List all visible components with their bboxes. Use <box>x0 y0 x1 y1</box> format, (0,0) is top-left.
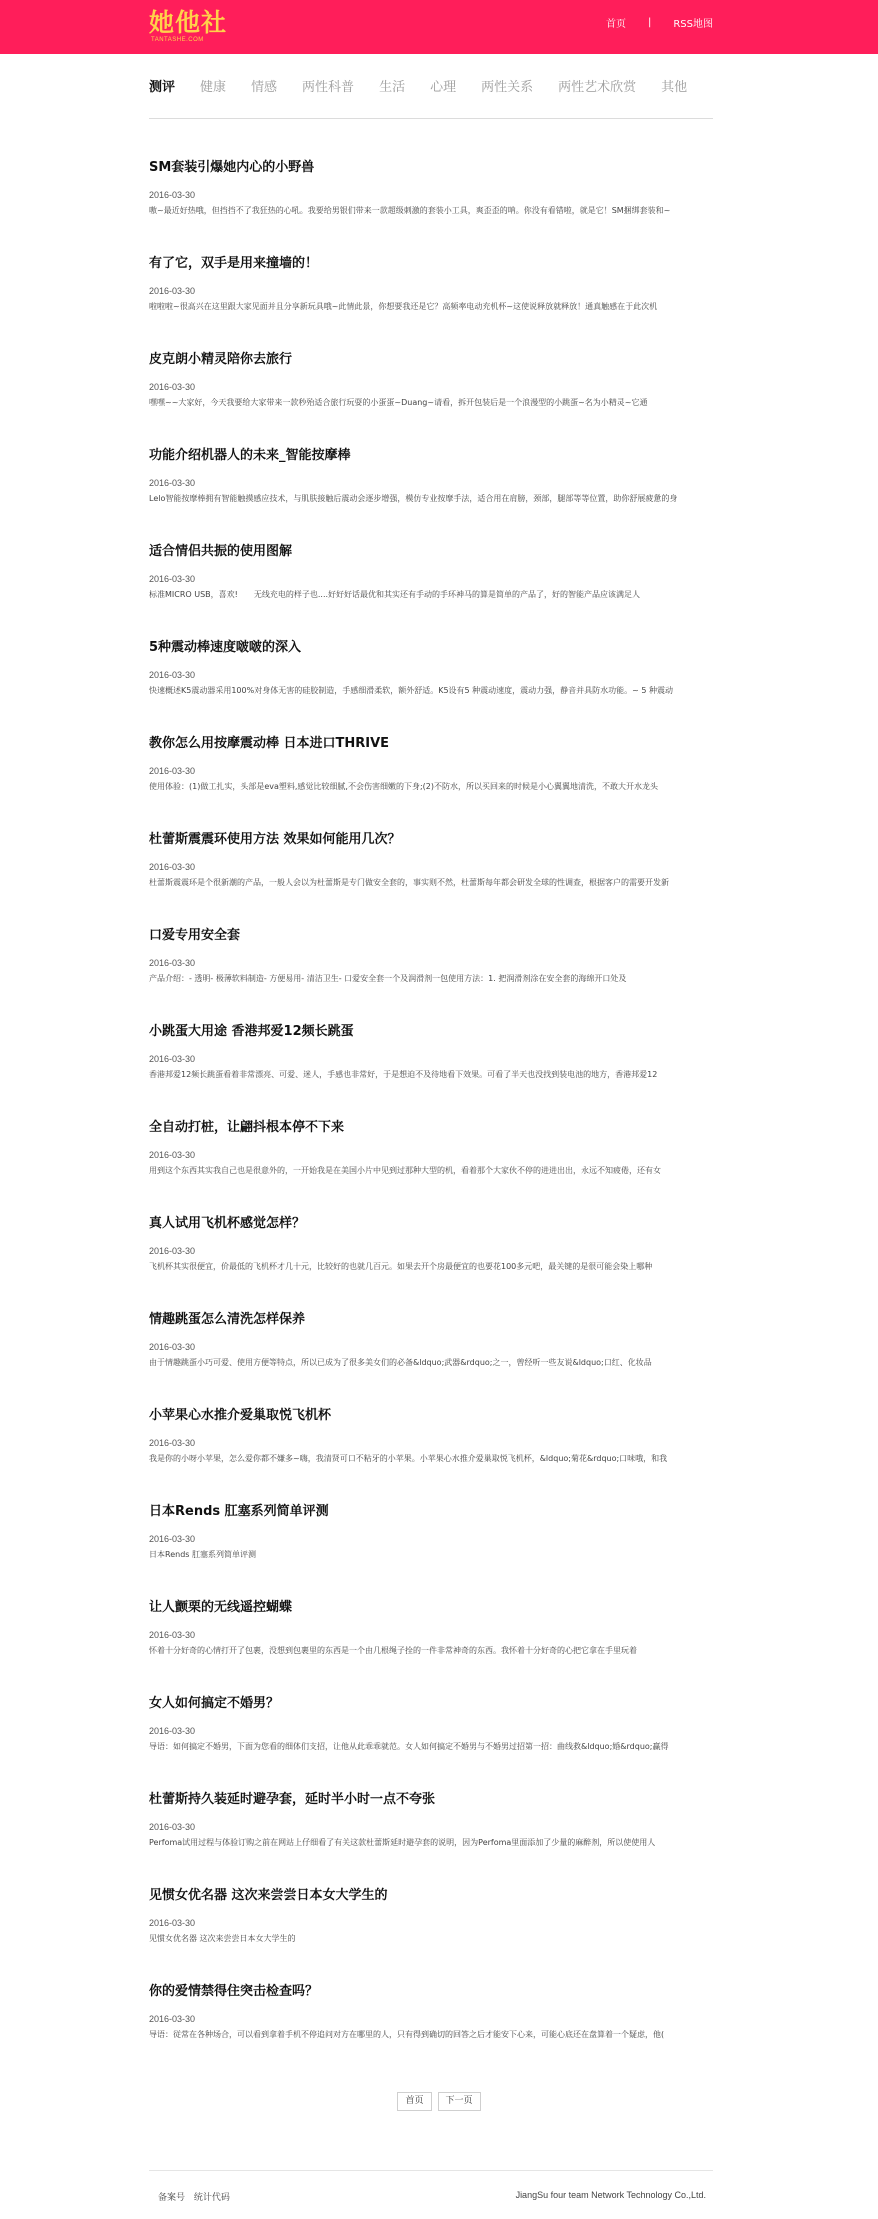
article-summary: Lelo智能按摩棒拥有智能触摸感应技术，与肌肤接触后震动会逐步增强，模仿专业按摩手法，适合用在肩膀，颈部，腿部等等位置，助你舒展疲惫的身 <box>149 494 678 503</box>
footer-copyright: JiangSu four team Network Technology Co.,Ltd. <box>515 2190 706 2200</box>
top-nav <box>606 15 713 30</box>
article-title-link[interactable]: 情趣跳蛋怎么清洗怎样保养 <box>149 1312 306 1327</box>
article-date: 2016-03-30 <box>149 862 196 872</box>
article-summary: 嘿嘿~~大家好，今天我要给大家带来一款秒殆适合旅行玩耍的小蛋蛋~Duang~请看，拆开包装后是一个浪漫型的小跳蛋~名为小精灵~它通 <box>149 398 648 407</box>
article-date: 2016-03-30 <box>149 1822 196 1832</box>
tab-category[interactable]: 其他 <box>661 80 688 95</box>
article-summary: 飞机杯其实很便宜，价最低的飞机杯才几十元，比较好的也就几百元。如果去开个房最便宜的也要花100多元吧，最关键的是很可能会染上哪种 <box>149 1262 653 1271</box>
article-summary: 我是你的小呀小苹果，怎么爱你都不嫌多~嗨，我清贤可口不粘牙的小苹果。小苹果心水推介爱巢取悦飞机杯，&ldquo;菊花&rdquo;口味哦，和我 <box>149 1454 668 1463</box>
nav-separator: | <box>647 17 652 28</box>
article-summary: 导语：如何搞定不婚男，下面为您看的细体们支招，让他从此乖乖就范。女人如何搞定不婚男与不婚男过招第一招：曲线救&ldquo;婚&rdquo;赢得 <box>149 1742 669 1751</box>
article-date: 2016-03-30 <box>149 1630 196 1640</box>
article-title-link[interactable]: 全自动打桩，让翩抖根本停不下来 <box>149 1120 345 1135</box>
nav-home-link[interactable]: 首页 <box>605 19 626 30</box>
article-title-link[interactable]: 让人颤栗的无线遥控蝴蝶 <box>149 1600 293 1615</box>
article-date: 2016-03-30 <box>149 2014 196 2024</box>
article-summary: 香港邦爱12频长跳蛋看着非常漂亮、可爱、迷人，手感也非常好，于是想迫不及待地看下效果。可看了半天也没找到装电池的地方，香港邦爱12 <box>149 1070 658 1079</box>
article-item <box>149 639 713 735</box>
article-title-link[interactable]: 有了它，双手是用来撞墙的！ <box>149 256 319 271</box>
article-summary: 产品介绍：- 透明- 极薄软料制造- 方便易用- 清洁卫生- 口爱安全套一个及润滑剂一包使用方法：1. 把润滑剂涂在安全套的海绵开口处及 <box>149 974 627 983</box>
article-date: 2016-03-30 <box>149 1342 196 1352</box>
article-item <box>149 1215 713 1311</box>
article-summary: 快速概述K5震动器采用100%对身体无害的硅胶制造，手感细滑柔软，额外舒适。K5设有5 种震动速度，震动力强，静音并具防水功能。~ 5 种震动 <box>149 686 674 695</box>
article-title-link[interactable]: 5种震动棒速度啵啵的深入 <box>149 640 302 655</box>
article-date: 2016-03-30 <box>149 958 196 968</box>
tab-category[interactable]: 健康 <box>200 80 227 95</box>
article-date: 2016-03-30 <box>149 670 196 680</box>
article-title-link[interactable]: 杜蕾斯震震环使用方法 效果如何能用几次？ <box>149 832 401 847</box>
article-summary: 啦啦啦~很高兴在这里跟大家见面并且分享新玩具哦~此情此景，你想要我还是它？高频率电动充机杯~这使说释放就释放！通真触感在于此次机 <box>149 302 658 311</box>
article-date: 2016-03-30 <box>149 574 196 584</box>
article-summary: 杜蕾斯震震环是个很新潮的产品，一般人会以为杜蕾斯是专门做安全套的，事实则不然，杜蕾斯每年都会研发全球的性调查，根据客户的需要开发新 <box>149 878 669 887</box>
pagination <box>0 2092 878 2111</box>
article-item <box>149 735 713 831</box>
article-date: 2016-03-30 <box>149 1438 196 1448</box>
tab-category[interactable]: 两性关系 <box>481 80 534 95</box>
article-item <box>149 1119 713 1215</box>
article-title-link[interactable]: 功能介绍机器人的未来_智能按摩棒 <box>149 448 351 463</box>
article-summary: 怀着十分好奇的心情打开了包裹，没想到包裹里的东西是一个由几根绳子拴的一件非常神奇的东西。我怀着十分好奇的心把它拿在手里玩着 <box>149 1646 637 1655</box>
footer-links <box>158 2190 236 2203</box>
article-date: 2016-03-30 <box>149 1246 196 1256</box>
article-item <box>149 1023 713 1119</box>
site-header <box>0 0 878 54</box>
article-title-link[interactable]: 教你怎么用按摩震动棒 日本进口THRIVE <box>149 736 390 751</box>
article-title-link[interactable]: 见惯女优名器 这次来尝尝日本女大学生的 <box>149 1888 388 1903</box>
article-summary: 日本Rends 肛塞系列简单评测 <box>149 1550 256 1559</box>
nav-rss-link[interactable]: RSS地图 <box>673 19 713 30</box>
article-item <box>149 351 713 447</box>
article-summary: Perfoma试用过程与体验订购之前在网站上仔细看了有关这款杜蕾斯延时避孕套的说明，因为Perfoma里面添加了少量的麻醉剂，所以使使用人 <box>149 1838 656 1847</box>
article-item <box>149 1983 713 2079</box>
article-date: 2016-03-30 <box>149 478 196 488</box>
article-date: 2016-03-30 <box>149 1726 196 1736</box>
tab-category[interactable]: 心理 <box>430 80 457 95</box>
site-logo-subtitle: TANTASHE.COM <box>151 37 204 43</box>
tab-category[interactable]: 测评 <box>149 80 176 95</box>
article-item <box>149 1695 713 1791</box>
pager-next-button[interactable]: 下一页 <box>438 2092 481 2111</box>
article-item <box>149 447 713 543</box>
article-item <box>149 159 713 255</box>
site-logo[interactable]: 她他社 <box>149 8 228 37</box>
article-date: 2016-03-30 <box>149 382 196 392</box>
tab-category[interactable]: 两性科普 <box>302 80 355 95</box>
article-date: 2016-03-30 <box>149 1918 196 1928</box>
article-item <box>149 1887 713 1983</box>
article-title-link[interactable]: 女人如何搞定不婚男？ <box>149 1696 280 1711</box>
article-summary: 由于情趣跳蛋小巧可爱、使用方便等特点，所以已成为了很多美女们的必备&ldquo;武器&rdquo;之一，曾经听一些友说&ldquo;口红、化妆品 <box>149 1358 652 1367</box>
tab-category[interactable]: 情感 <box>251 80 278 95</box>
article-summary: 使用体验：(1)做工扎实，头部是eva塑料,感觉比较细腻,不会伤害细嫩的下身;(2)不防水，所以买回来的时候是小心翼翼地清洗，不敢大开水龙头 <box>149 782 658 791</box>
article-item <box>149 1599 713 1695</box>
tab-category[interactable]: 生活 <box>379 80 406 95</box>
article-item <box>149 1311 713 1407</box>
article-date: 2016-03-30 <box>149 190 196 200</box>
article-title-link[interactable]: 日本Rends 肛塞系列简单评测 <box>149 1504 329 1519</box>
article-title-link[interactable]: 你的爱情禁得住突击检查吗？ <box>149 1984 319 1999</box>
article-item <box>149 927 713 1023</box>
article-title-link[interactable]: 杜蕾斯持久装延时避孕套，延时半小时一点不夸张 <box>149 1792 436 1807</box>
article-list <box>149 159 713 2079</box>
article-date: 2016-03-30 <box>149 1054 196 1064</box>
article-date: 2016-03-30 <box>149 766 196 776</box>
article-summary: 用到这个东西其实我自己也是很意外的，一开始我是在美国小片中见到过那种大型的机，看着那个大家伙不停的进进出出，永远不知疲倦，还有女 <box>149 1166 661 1175</box>
article-summary: 见惯女优名器 这次来尝尝日本女大学生的 <box>149 1934 296 1943</box>
article-item <box>149 1407 713 1503</box>
article-date: 2016-03-30 <box>149 1150 196 1160</box>
article-title-link[interactable]: 皮克朗小精灵陪你去旅行 <box>149 352 293 367</box>
site-footer <box>149 2170 713 2211</box>
footer-stats-link[interactable]: 统计代码 <box>193 2193 230 2203</box>
article-title-link[interactable]: 适合情侣共振的使用图解 <box>149 544 293 559</box>
article-item <box>149 1791 713 1887</box>
pager-first-button[interactable]: 首页 <box>397 2092 431 2111</box>
article-item <box>149 1503 713 1599</box>
article-date: 2016-03-30 <box>149 286 196 296</box>
article-summary: 导语：従常在各种场合，可以看到拿着手机不停追问对方在哪里的人，只有得到确切的回答之后才能安下心来，可能心底还在盘算着一个疑虑，他( <box>149 2030 665 2039</box>
article-title-link[interactable]: 小跳蛋大用途 香港邦爱12频长跳蛋 <box>149 1024 354 1039</box>
article-title-link[interactable]: SM套装引爆她内心的小野兽 <box>149 160 315 175</box>
article-title-link[interactable]: 口爱专用安全套 <box>149 928 241 943</box>
article-summary: 嗷~最近好热哦，但挡挡不了我狂热的心吼。我要给男银们带来一款超级刺激的套装小工具，爽歪歪的呐。你没有看错啦，就是它！SM捆绑套装和~ <box>149 206 671 215</box>
article-item <box>149 255 713 351</box>
article-item <box>149 831 713 927</box>
article-title-link[interactable]: 小苹果心水推介爱巢取悦飞机杯 <box>149 1408 332 1423</box>
tab-category[interactable]: 两性艺术欣赏 <box>558 80 637 95</box>
footer-icp-link[interactable]: 备案号 <box>158 2193 186 2203</box>
article-item <box>149 543 713 639</box>
article-title-link[interactable]: 真人试用飞机杯感觉怎样？ <box>149 1216 306 1231</box>
article-date: 2016-03-30 <box>149 1534 196 1544</box>
article-summary: 标准MICRO USB，喜欢! 无线充电的样子也....好好好话最优和其实还有手动的手环神马的算是简单的产品了，好的智能产品应该满足人 <box>149 590 641 599</box>
category-tabs <box>149 78 713 119</box>
